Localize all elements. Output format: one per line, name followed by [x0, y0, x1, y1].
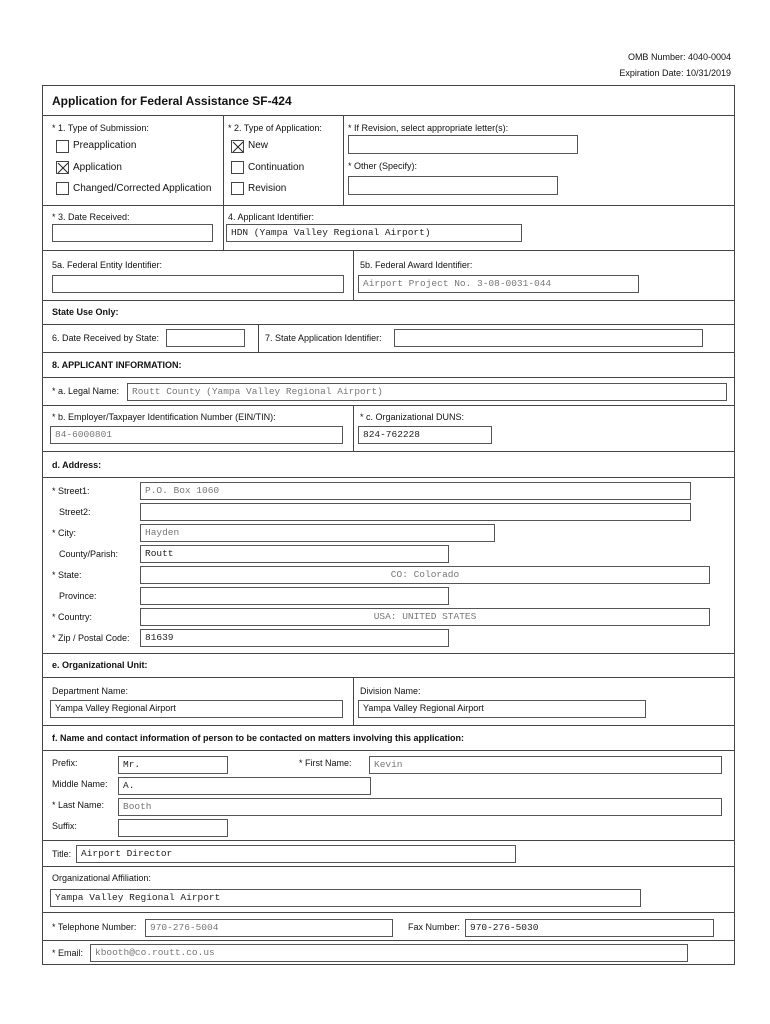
- first-name-input[interactable]: Kevin: [369, 756, 722, 774]
- street2-label: Street2:: [59, 507, 91, 517]
- checkmark-x-icon: [57, 162, 70, 175]
- application-checkbox[interactable]: [56, 161, 69, 174]
- division-input[interactable]: Yampa Valley Regional Airport: [358, 700, 646, 718]
- divider: [42, 115, 735, 116]
- suffix-input[interactable]: [118, 819, 228, 837]
- applicant-identifier-label: 4. Applicant Identifier:: [228, 212, 315, 222]
- date-received-state-label: 6. Date Received by State:: [52, 333, 160, 343]
- revision-letter-label: * If Revision, select appropriate letter(s):: [348, 123, 509, 133]
- new-checkbox[interactable]: [231, 140, 244, 153]
- application-type-label: * 2. Type of Application:: [228, 123, 322, 133]
- county-input[interactable]: Routt: [140, 545, 449, 563]
- street1-input[interactable]: P.O. Box 1060: [140, 482, 691, 500]
- divider: [42, 653, 735, 654]
- divider: [42, 300, 735, 301]
- affiliation-input[interactable]: Yampa Valley Regional Airport: [50, 889, 641, 907]
- department-label: Department Name:: [52, 686, 129, 696]
- divider: [353, 250, 354, 300]
- address-heading: d. Address:: [52, 460, 102, 470]
- prefix-label: Prefix:: [52, 758, 78, 768]
- divider: [42, 477, 735, 478]
- country-label: * Country:: [52, 612, 93, 622]
- form-title: Application for Federal Assistance SF-424: [52, 94, 292, 108]
- last-name-input[interactable]: Booth: [118, 798, 722, 816]
- new-label: New: [248, 140, 269, 151]
- changed-corrected-checkbox[interactable]: [56, 182, 69, 195]
- state-use-heading: State Use Only:: [52, 307, 119, 317]
- last-name-label: * Last Name:: [52, 800, 105, 810]
- first-name-label: * First Name:: [299, 758, 352, 768]
- divider: [42, 866, 735, 867]
- divider: [42, 750, 735, 751]
- divider: [42, 940, 735, 941]
- submission-type-label: * 1. Type of Submission:: [52, 123, 149, 133]
- divider: [42, 352, 735, 353]
- street1-label: * Street1:: [52, 486, 90, 496]
- middle-name-input[interactable]: A.: [118, 777, 371, 795]
- revision-checkbox[interactable]: [231, 182, 244, 195]
- divider: [258, 324, 259, 352]
- legal-name-input[interactable]: Routt County (Yampa Valley Regional Airport): [127, 383, 727, 401]
- state-select[interactable]: CO: Colorado: [140, 566, 710, 584]
- divider: [42, 250, 735, 251]
- checkmark-x-icon: [232, 141, 245, 154]
- divider: [223, 205, 224, 250]
- email-input[interactable]: kbooth@co.routt.co.us: [90, 944, 688, 962]
- fax-input[interactable]: 970-276-5030: [465, 919, 714, 937]
- fax-label: Fax Number:: [408, 922, 461, 932]
- divider: [42, 405, 735, 406]
- province-select[interactable]: [140, 587, 449, 605]
- department-input[interactable]: Yampa Valley Regional Airport: [50, 700, 343, 718]
- middle-name-label: Middle Name:: [52, 779, 108, 789]
- preapplication-checkbox[interactable]: [56, 140, 69, 153]
- divider: [42, 912, 735, 913]
- continuation-checkbox[interactable]: [231, 161, 244, 174]
- street2-input[interactable]: [140, 503, 691, 521]
- omb-number: OMB Number: 4040-0004: [627, 52, 731, 62]
- suffix-label: Suffix:: [52, 821, 77, 831]
- federal-award-id-input[interactable]: Airport Project No. 3-08-0031-044: [358, 275, 639, 293]
- duns-input[interactable]: 824-762228: [358, 426, 492, 444]
- telephone-input[interactable]: 970-276-5004: [145, 919, 393, 937]
- state-app-id-label: 7. State Application Identifier:: [265, 333, 382, 343]
- zip-label: * Zip / Postal Code:: [52, 633, 130, 643]
- date-received-input[interactable]: [52, 224, 213, 242]
- applicant-identifier-input[interactable]: HDN (Yampa Valley Regional Airport): [226, 224, 522, 242]
- federal-award-id-label: 5b. Federal Award Identifier:: [360, 260, 473, 270]
- legal-name-label: * a. Legal Name:: [52, 386, 120, 396]
- federal-entity-id-input[interactable]: [52, 275, 344, 293]
- divider: [42, 205, 735, 206]
- division-label: Division Name:: [360, 686, 421, 696]
- org-unit-heading: e. Organizational Unit:: [52, 660, 148, 670]
- divider: [353, 405, 354, 451]
- divider: [42, 677, 735, 678]
- city-label: * City:: [52, 528, 77, 538]
- continuation-label: Continuation: [248, 162, 305, 173]
- preapplication-label: Preapplication: [73, 140, 137, 151]
- revision-label: Revision: [248, 183, 287, 194]
- date-received-state-input[interactable]: [166, 329, 245, 347]
- zip-input[interactable]: 81639: [140, 629, 449, 647]
- federal-entity-id-label: 5a. Federal Entity Identifier:: [52, 260, 163, 270]
- expiration-date: Expiration Date: 10/31/2019: [619, 68, 731, 78]
- title-input[interactable]: Airport Director: [76, 845, 516, 863]
- divider: [42, 324, 735, 325]
- telephone-label: * Telephone Number:: [52, 922, 137, 932]
- divider: [343, 115, 344, 205]
- prefix-input[interactable]: Mr.: [118, 756, 228, 774]
- title-label: Title:: [52, 849, 72, 859]
- applicant-info-heading: 8. APPLICANT INFORMATION:: [52, 360, 182, 370]
- contact-heading: f. Name and contact information of person to be contacted on matters involving this application:: [52, 733, 465, 743]
- divider: [353, 677, 354, 725]
- divider: [42, 725, 735, 726]
- divider: [223, 115, 224, 205]
- state-label: * State:: [52, 570, 82, 580]
- duns-label: * c. Organizational DUNS:: [360, 412, 465, 422]
- other-specify-label: * Other (Specify):: [348, 161, 418, 171]
- date-received-label: * 3. Date Received:: [52, 212, 130, 222]
- application-label: Application: [73, 162, 122, 173]
- divider: [42, 451, 735, 452]
- county-label: County/Parish:: [59, 549, 119, 559]
- divider: [42, 840, 735, 841]
- email-label: * Email:: [52, 948, 84, 958]
- city-input[interactable]: Hayden: [140, 524, 495, 542]
- ein-input[interactable]: 84-6000801: [50, 426, 343, 444]
- ein-label: * b. Employer/Taxpayer Identification Number (EIN/TIN):: [52, 412, 276, 422]
- province-label: Province:: [59, 591, 97, 601]
- revision-letter-input[interactable]: [348, 135, 578, 154]
- state-app-id-input[interactable]: [394, 329, 703, 347]
- divider: [42, 377, 735, 378]
- country-select[interactable]: USA: UNITED STATES: [140, 608, 710, 626]
- affiliation-label: Organizational Affiliation:: [52, 873, 151, 883]
- changed-corrected-label: Changed/Corrected Application: [73, 183, 212, 194]
- other-specify-input[interactable]: [348, 176, 558, 195]
